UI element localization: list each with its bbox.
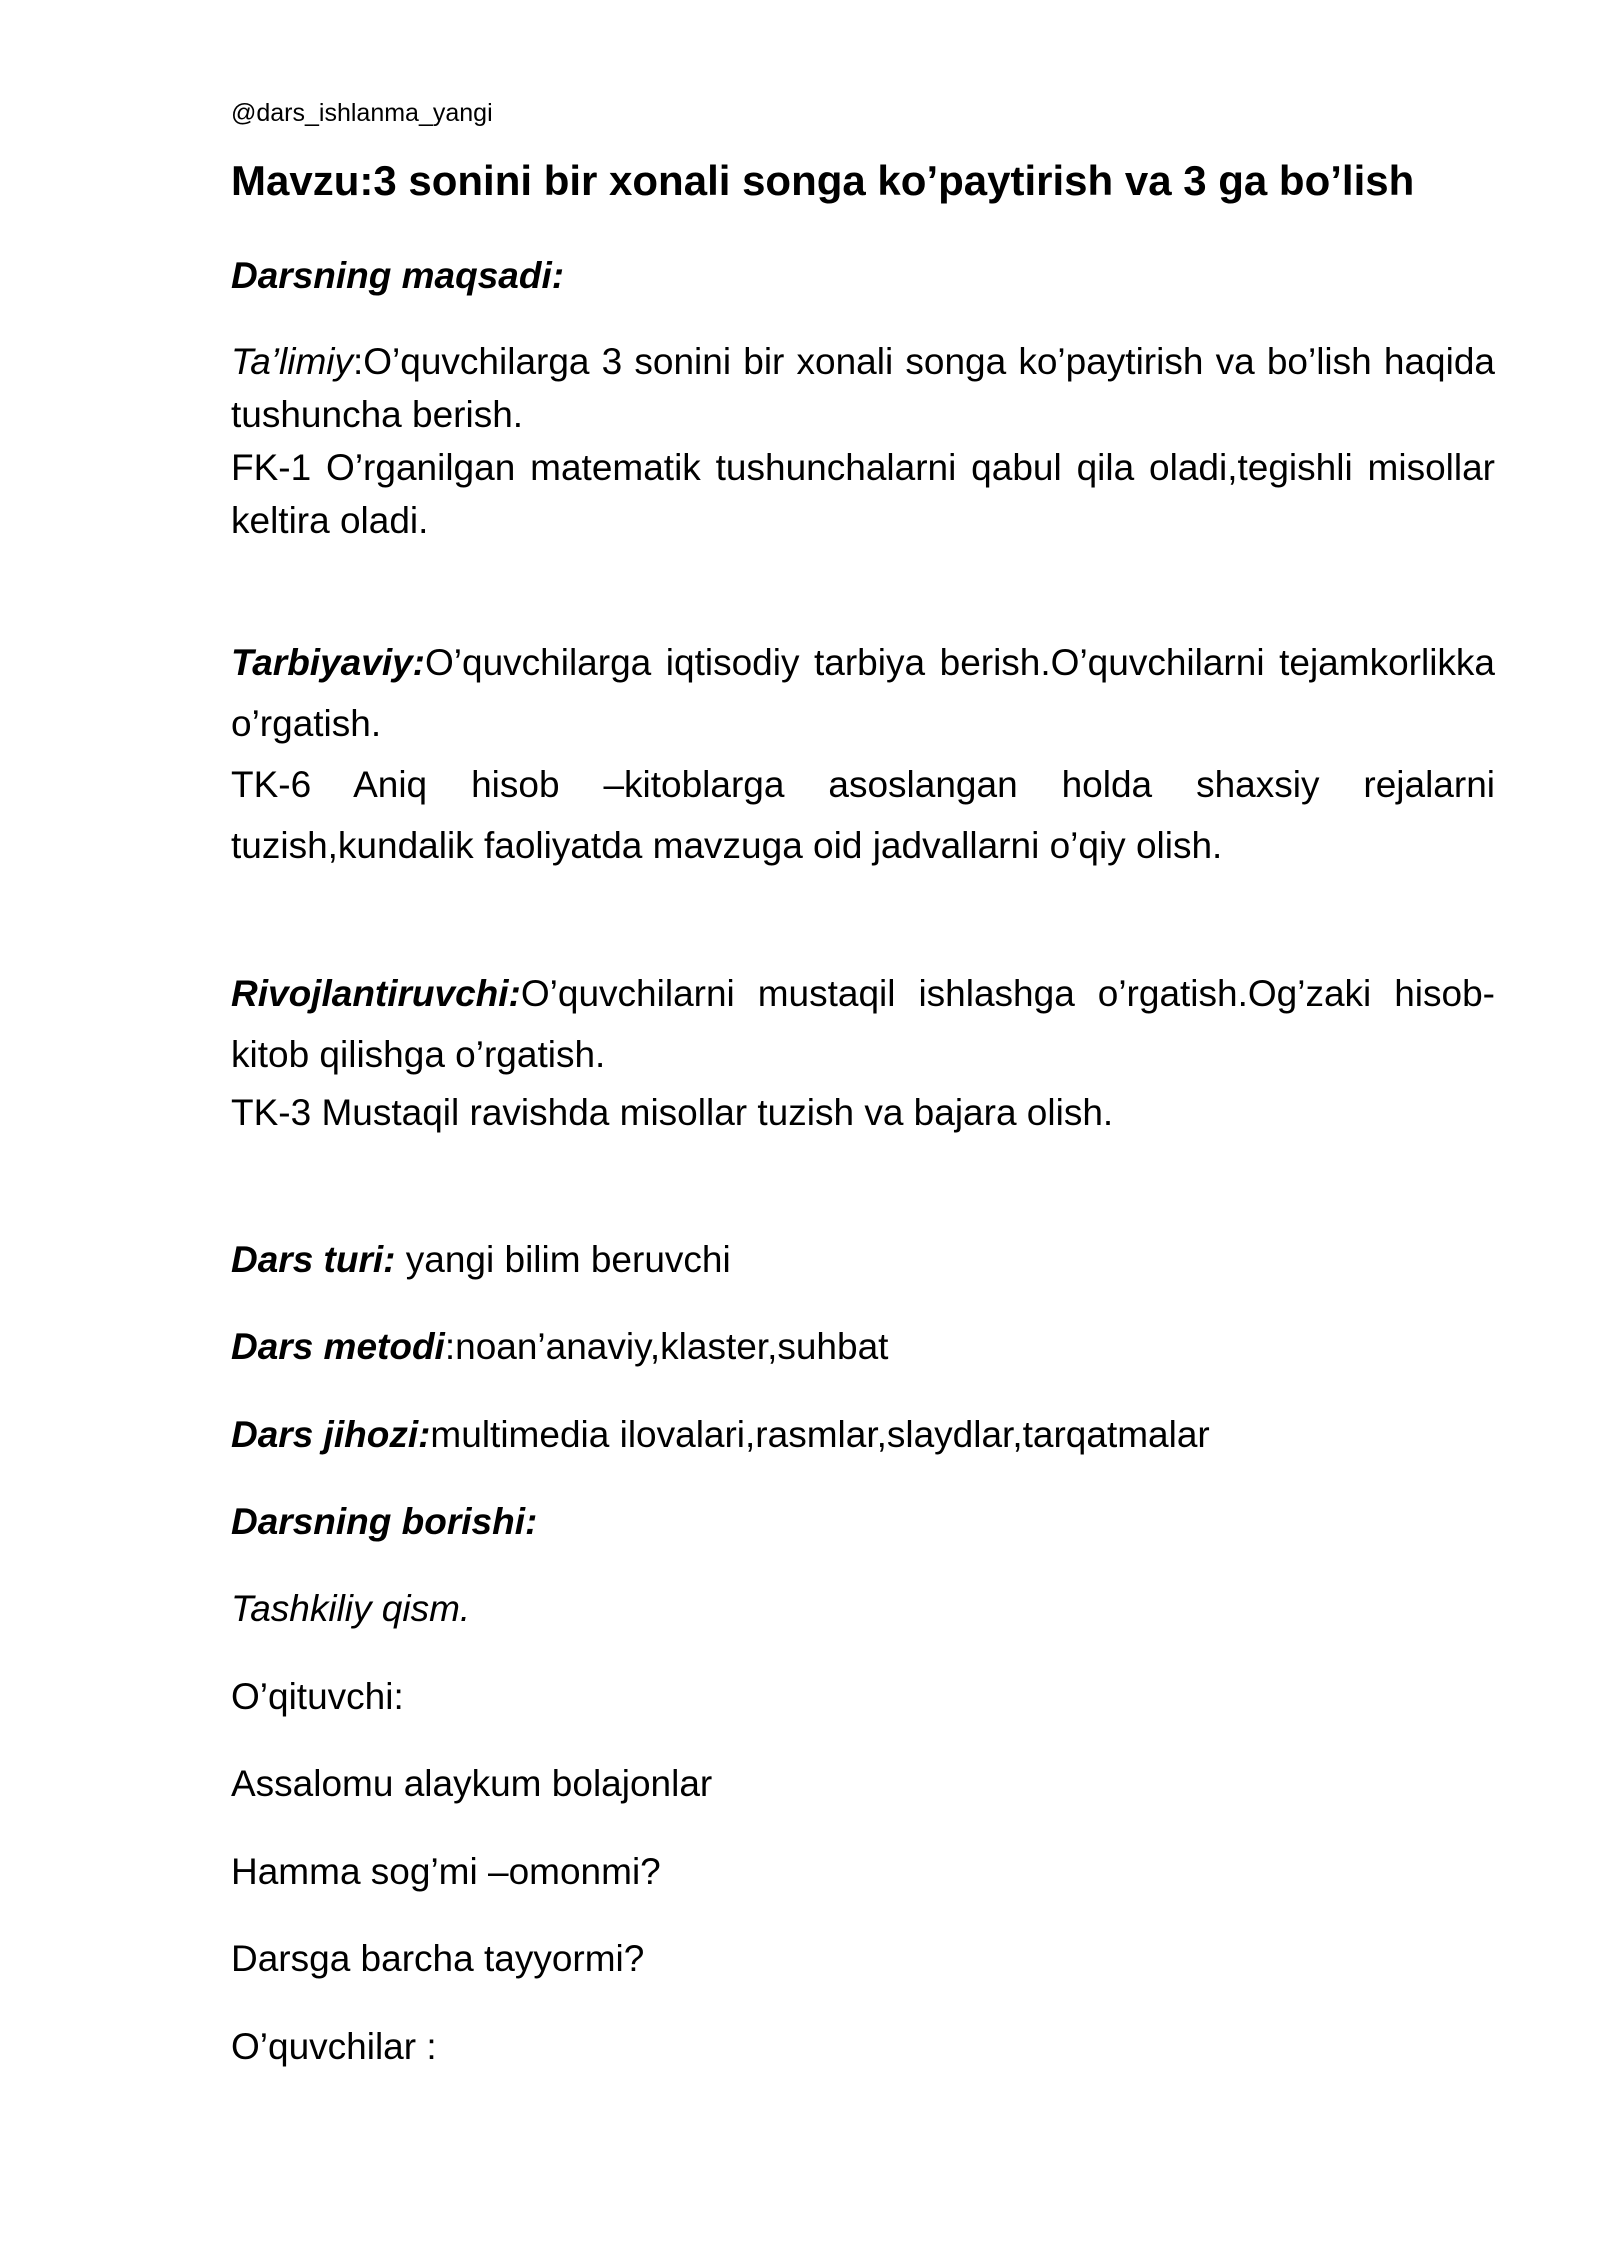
- tashkiliy-qism: Tashkiliy qism.: [231, 1588, 471, 1629]
- dars-turi-text: yangi bilim beruvchi: [395, 1239, 731, 1280]
- dialogue-line: Hamma sog’mi –omonmi?: [231, 1851, 661, 1892]
- dars-jihozi-line: [231, 1408, 1495, 1461]
- talimiy-text: O’quvchilarga 3 sonini bir xonali songa ko’paytirish va bo’lish haqida tushuncha berish.: [231, 341, 1495, 435]
- rivojlantiruvchi-paragraph: [231, 963, 1495, 1085]
- dialogue-line: O’quvchilar :: [231, 2026, 437, 2067]
- channel-handle: @dars_ishlanma_yangi: [231, 99, 493, 127]
- rivojlantiruvchi-text: O’quvchilarni mustaqil ishlashga o’rgatish.Og’zaki hisob-kitob qilishga o’rgatish.: [231, 973, 1495, 1075]
- fk1-paragraph: FK-1 O’rganilgan matematik tushunchalarni qabul qila oladi,tegishli misollar keltira oladi.: [231, 447, 1495, 541]
- dialogue-line: O’qituvchi:: [231, 1676, 404, 1717]
- lesson-title: Mavzu:3 sonini bir xonali songa ko’paytirish va 3 ga bo’lish: [231, 157, 1415, 204]
- tarbiyaviy-text: O’quvchilarga iqtisodiy tarbiya berish.O’quvchilarni tejamkorlikka o’rgatish.: [231, 642, 1495, 744]
- tarbiyaviy-label: Tarbiyaviy:: [231, 642, 425, 683]
- goals-heading: Darsning maqsadi:: [231, 255, 565, 296]
- tk6-paragraph: TK-6 Aniq hisob –kitoblarga asoslangan holda shaxsiy rejalarni tuzish,kundalik faoliyatda mavzuga oid jadvallarni o’qiy olish.: [231, 764, 1495, 866]
- dars-metodi-line: [231, 1320, 1495, 1373]
- dialogue-line: Assalomu alaykum bolajonlar: [231, 1763, 713, 1804]
- dars-metodi-text: :noan’anaviy,klaster,suhbat: [444, 1326, 889, 1367]
- dars-jihozi-label: Dars jihozi:: [231, 1414, 431, 1455]
- borishi-heading: Darsning borishi:: [231, 1501, 538, 1542]
- dars-turi-line: [231, 1233, 1495, 1286]
- dars-jihozi-text: multimedia ilovalari,rasmlar,slaydlar,tarqatmalar: [430, 1414, 1210, 1455]
- tk3-paragraph: TK-3 Mustaqil ravishda misollar tuzish va bajara olish.: [231, 1092, 1114, 1133]
- talimiy-paragraph: [231, 335, 1495, 441]
- dars-turi-label: Dars turi:: [231, 1239, 396, 1280]
- rivojlantiruvchi-label: Rivojlantiruvchi:: [231, 973, 521, 1014]
- dialogue-line: Darsga barcha tayyormi?: [231, 1938, 645, 1979]
- tarbiyaviy-paragraph: [231, 632, 1495, 754]
- talimiy-label: Ta’limiy: [231, 341, 353, 382]
- talimiy-colon: :: [352, 341, 364, 382]
- dars-metodi-label: Dars metodi: [231, 1326, 445, 1367]
